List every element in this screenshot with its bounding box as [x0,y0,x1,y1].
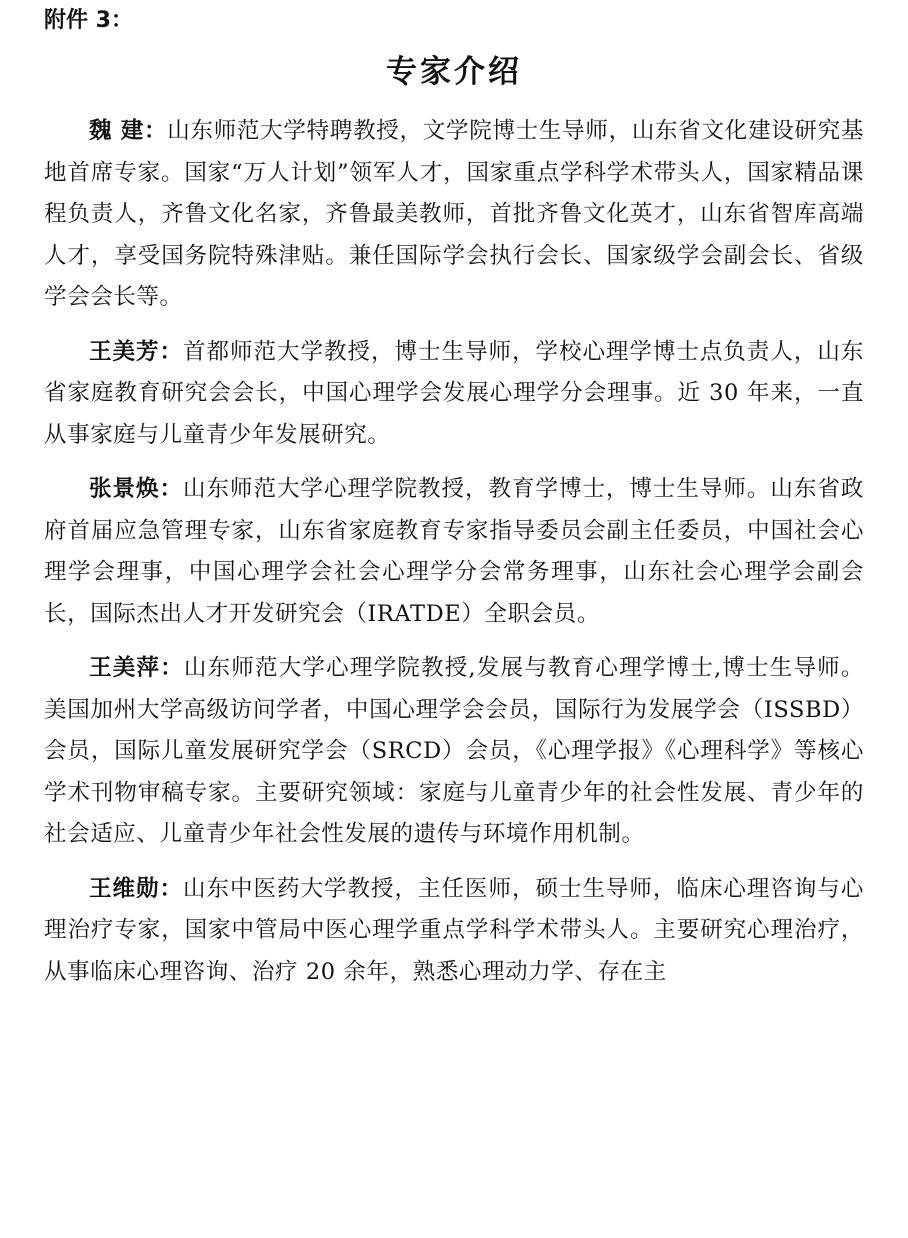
expert-bio: 首都师范大学教授，博士生导师，学校心理学博士点负责人，山东省家庭教育研究会会长，中国心理学会发展心理学分会理事。近 30 年来，一直从事家庭与儿童青少年发展研究。 [44,338,865,448]
expert-bio: 山东中医药大学教授，主任医师，硕士生导师，临床心理咨询与心理治疗专家，国家中管局中医心理学重点学科学术带头人。主要研究心理治疗，从事临床心理咨询、治疗 20 余年，熟悉心理动力学、存在主 [44,875,865,985]
expert-entry-wang-meiping [44,648,864,856]
expert-entry-zhang-jinghuan [44,469,864,635]
expert-entry-wang-weixun [44,869,864,994]
expert-bio: 山东师范大学心理学院教授，教育学博士，博士生导师。山东省政府首届应急管理专家，山东省家庭教育专家指导委员会副主任委员，中国社会心理学会理事，中国心理学会社会心理学分会常务理事，山东社会心理学会副会长，国际杰出人才开发研究会（IRATDE）全职会员。 [44,476,865,627]
document-title: 专家介绍 [386,54,522,90]
expert-bio: 山东师范大学心理学院教授,发展与教育心理学博士,博士生导师。美国加州大学高级访问学者，中国心理学会会员，国际行为发展学会（ISSBD）会员，国际儿童发展研究学会（SRCD）会员，《心理学报》《心理科学》等核心学术刊物审稿专家。主要研究领域：家庭与儿童青少年的社会性发展、青少年的社会适应、儿童青少年社会性发展的遗传与环境作用机制。 [44,655,864,847]
expert-name: 魏 建： [89,118,168,144]
expert-name: 王美萍： [89,655,184,681]
expert-name: 王美芳： [89,338,183,365]
expert-list [44,111,864,1006]
expert-bio: 山东师范大学特聘教授，文学院博士生导师，山东省文化建设研究基地首席专家。国家“万人计划”领军人才，国家重点学科学术带头人，国家精品课程负责人，齐鲁文化名家，齐鲁最美教师，首批齐鲁文化英才，山东省智库高端人才，享受国务院特殊津贴。兼任国际学会执行会长、国家级学会副会长、省级学会会长等。 [44,118,864,310]
expert-name: 王维勋： [89,875,183,902]
expert-entry-wei-jian [44,111,864,319]
expert-entry-wang-meifang [44,332,864,457]
expert-name: 张景焕： [89,476,183,502]
attachment-label: 附件 3： [44,8,133,33]
